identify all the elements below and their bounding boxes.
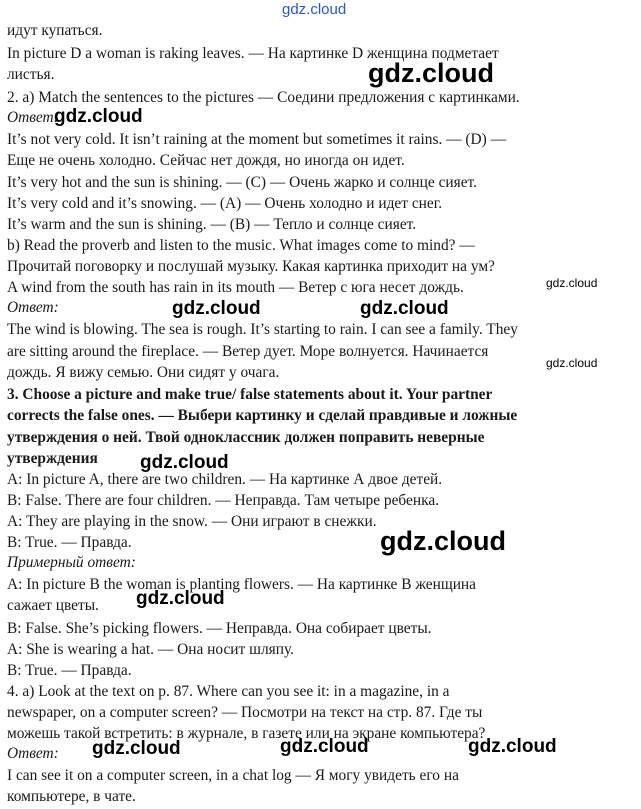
text-line: A wind from the south has rain in its mouth — Ветер с юга несет дождь. (7, 279, 464, 296)
dialogue-line: B: True. — Правда. (7, 662, 132, 679)
watermark: gdz.cloud (546, 276, 598, 290)
text-line: идут купаться. (7, 22, 103, 39)
text-line: можешь такой встретить: в журнале, в газете или на экране компьютера? (7, 725, 486, 742)
text-line: Прочитай поговорку и послушай музыку. Какая картинка приходит на ум? (7, 258, 495, 275)
text-line: It’s very cold and it’s snowing. — (A) — Очень холодно и идет снег. (7, 195, 443, 212)
text-line: It’s warm and the sun is shining. — (B) — Тепло и солнце сияет. (7, 216, 417, 233)
text-line: дождь. Я вижу семью. Они сидят у очага. (7, 364, 280, 381)
watermark: gdz.cloud (282, 1, 347, 18)
dialogue-line: A: In picture B the woman is planting flowers. — На картинке В женщина (7, 576, 476, 593)
text-line: 2. a) Match the sentences to the pictures — Соедини предложения с картинками. (7, 89, 520, 106)
answer-label: Ответ: (7, 299, 59, 316)
text-line: In picture D a woman is raking leaves. — На картинке D женщина подметает (7, 45, 499, 62)
text-line: are sitting around the fireplace. — Ветер дует. Море волнуется. Начинается (7, 343, 489, 360)
sample-answer-label: Примерный ответ: (7, 554, 136, 571)
watermark: gdz.cloud (280, 736, 369, 757)
dialogue-line: B: False. There are four children. — Неправда. Там четыре ребенка. (7, 492, 440, 509)
watermark: gdz.cloud (546, 356, 598, 370)
answer-label: Ответ: (7, 109, 59, 126)
watermark: gdz.cloud (172, 298, 261, 319)
text-line: 4. a) Look at the text on p. 87. Where can you see it: in a magazine, in a (7, 683, 450, 700)
dialogue-line: A: She is wearing a hat. — Она носит шляпу. (7, 641, 294, 658)
dialogue-line: сажает цветы. (7, 597, 99, 614)
watermark: gdz.cloud (468, 736, 557, 757)
task-heading-line: corrects the false ones. — Выбери картинку и сделай правдивые и ложные (7, 407, 518, 424)
watermark: gdz.cloud (136, 588, 225, 609)
watermark: gdz.cloud (54, 106, 143, 127)
task-heading-line: 3. Choose a picture and make true/ false statements about it. Your partner (7, 386, 493, 403)
dialogue-line: A: They are playing in the snow. — Они играют в снежки. (7, 513, 377, 530)
text-line: It’s very hot and the sun is shining. — (C) — Очень жарко и солнце сияет. (7, 174, 477, 191)
task-heading-line: утверждения (7, 450, 98, 467)
watermark: gdz.cloud (360, 298, 449, 319)
watermark: gdz.cloud (140, 452, 229, 473)
dialogue-line: B: False. She’s picking flowers. — Неправда. Она собирает цветы. (7, 620, 432, 637)
text-line: newspaper, on a computer screen? — Посмотри на текст на стр. 87. Где ты (7, 704, 483, 721)
watermark: gdz.cloud (380, 526, 506, 556)
text-line: b) Read the proverb and listen to the music. What images come to mind? — (7, 237, 475, 254)
text-line: I can see it on a computer screen, in a chat log — Я могу увидеть его на (7, 767, 459, 784)
dialogue-line: B: True. — Правда. (7, 534, 132, 551)
text-line: It’s not very cold. It isn’t raining at the moment but sometimes it rains. — (D) — (7, 131, 506, 148)
text-line: компьютере, в чате. (7, 788, 136, 805)
watermark: gdz.cloud (92, 738, 181, 759)
text-line: листья. (7, 66, 55, 83)
watermark: gdz.cloud (368, 58, 494, 88)
text-line: Еще не очень холодно. Сейчас нет дождя, но иногда он идет. (7, 152, 405, 169)
answer-label: Ответ: (7, 745, 59, 762)
dialogue-line: A: In picture A, there are two children. — На картинке А двое детей. (7, 471, 443, 488)
task-heading-line: утверждения о ней. Твой одноклассник должен поправить неверные (7, 429, 485, 446)
text-line: The wind is blowing. The sea is rough. It’s starting to rain. I can see a family. They (7, 321, 518, 338)
